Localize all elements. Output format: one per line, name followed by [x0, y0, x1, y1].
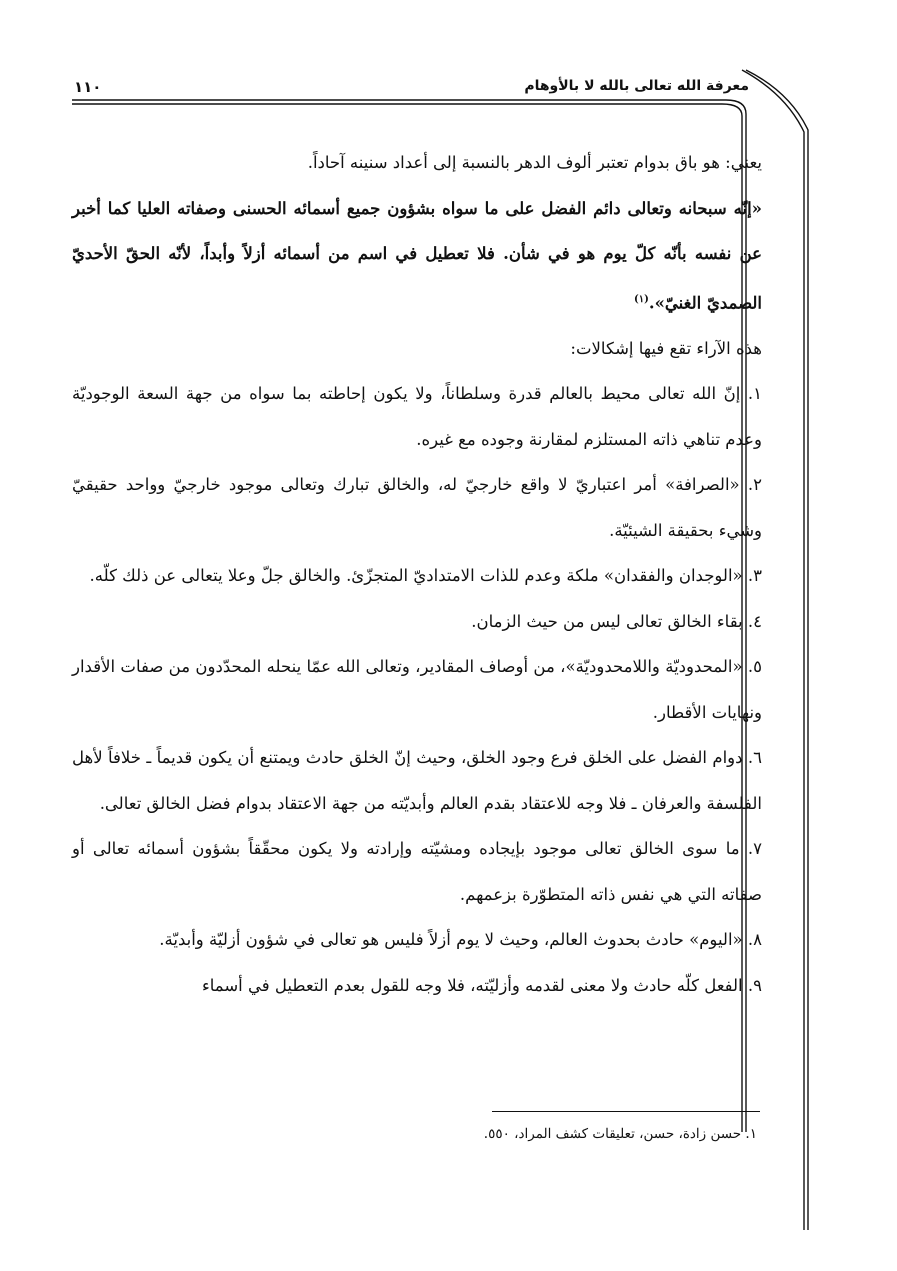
quote-text: «إنّه سبحانه وتعالى دائم الفضل على ما سواه بشؤون جميع أسمائه الحسنى وصفاته العليا كما أخبر عن نفسه بأنّه كلّ يوم هو في شأن. فلا تعطيل في اسم من أسمائه أزلاً وأبداً، لأنّه الحقّ الأحديّ الصمديّ الغنيّ». [72, 198, 762, 312]
quote-paragraph [72, 186, 762, 326]
list-item: ٩. الفعل كلّه حادث ولا معنى لقدمه وأزليّته، فلا وجه للقول بعدم التعطيل في أسماء [202, 975, 762, 995]
page-number: ١١٠ [74, 78, 102, 96]
issues-heading: هذه الآراء تقع فيها إشكالات: [570, 338, 762, 358]
intro-paragraph: يعني: هو باق بدوام تعتبر ألوف الدهر بالنسبة إلى أعداد سنينه آحاداً. [307, 153, 762, 172]
list-item: ٣. «الوجدان والفقدان» ملكة وعدم للذات الامتداديّ المتجزّئ. والخالق جلّ وعلا يتعالى عن ذلك كلّه. [89, 566, 762, 585]
list-item: ٨. «اليوم» حادث بحدوث العالم، وحيث لا يوم أزلاً فليس هو تعالى في شؤون أزليّة وأبديّة. [159, 930, 762, 949]
footnote: ١. حسن زادة، حسن، تعليقات كشف المراد، ٥٥٠. [483, 1126, 757, 1142]
footnote-divider [492, 1111, 760, 1112]
running-title: معرفة الله تعالى بالله لا بالأوهام [524, 78, 749, 94]
list-item: ٦. دوام الفضل على الخلق فرع وجود الخلق، وحيث إنّ الخلق حادث ويمتنع أن يكون قديماً ـ خلافاً لأهل الفلسفة والعرفان ـ فلا وجه للاعتقاد بقدم العالم وأبديّته من جهة الاعتقاد بدوام فضل الخالق تعالى. [72, 748, 762, 813]
footnote-marker: (١) [634, 293, 649, 305]
list-item: ١. إنّ الله تعالى محيط بالعالم قدرة وسلطاناً، ولا يكون إحاطته بما سواه من جهة السعة الوجوديّة وعدم تناهي ذاته المستلزم لمقارنة وجوده مع غيره. [72, 384, 762, 449]
list-item: ٤. بقاء الخالق تعالى ليس من حيث الزمان. [471, 611, 762, 631]
list-item: ٥. «المحدوديّة واللامحدوديّة»، من أوصاف المقادير، وتعالى الله عمّا ينحله المحدّدون من صفات الأقدار ونهايات الأقطار. [72, 657, 762, 722]
list-item: ٧. ما سوى الخالق تعالى موجود بإيجاده ومشيّته وإرادته ولا يكون محقّقاً بشؤون أسمائه تعالى أو صفاته التي هي نفس ذاته المتطوّرة بزعمهم. [72, 839, 762, 904]
body-text [72, 140, 762, 1008]
list-item: ٢. «الصرافة» أمر اعتباريّ لا واقع خارجيّ له، والخالق تبارك وتعالى موجود خارجيّ وواحد حقيقيّ وشيء بحقيقة الشيئيّة. [72, 475, 762, 540]
